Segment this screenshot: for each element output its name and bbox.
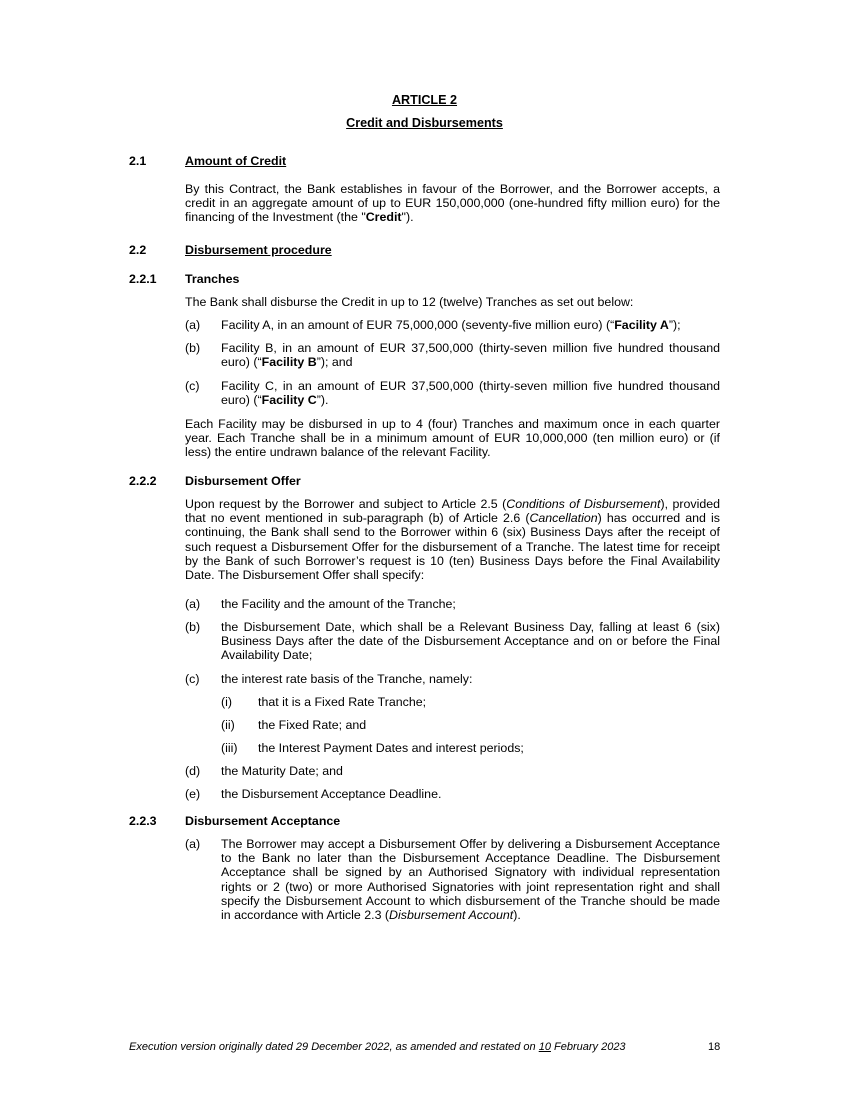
- footer-text: Execution version originally dated 29 December 2022, as amended and restated on 10 February 2023: [129, 1041, 626, 1053]
- list-label: (e): [185, 787, 201, 801]
- sublist-item: the Fixed Rate; and: [258, 718, 367, 732]
- disbursement-acceptance-paragraph: The Borrower may accept a Disbursement Offer by delivering a Disbursement Acceptance to the Bank no later than the Disbursement Acceptance Deadline. The Disbursement Acceptance shall be signed by an Authorised Signatory with individual representation rights or 2 (two) or more Authorised Signatories with joint representation right and shall specify the Disbursement Account to which disbursement of the Tranche should be made in accordance with Article 2.3 (Disbursement Account).: [221, 837, 720, 923]
- list-item: the Facility and the amount of the Tranche;: [221, 597, 456, 611]
- list-label: (a): [185, 318, 201, 332]
- sublist-item: the Interest Payment Dates and interest periods;: [258, 741, 524, 755]
- tranches-intro: The Bank shall disburse the Credit in up to 12 (twelve) Tranches as set out below:: [185, 295, 634, 309]
- sublist-label: (iii): [221, 741, 238, 755]
- section-heading-disbursement-procedure: Disbursement procedure: [185, 243, 332, 257]
- list-label: (d): [185, 764, 201, 778]
- section-number: 2.2: [129, 243, 147, 257]
- section-heading-tranches: Tranches: [185, 272, 240, 286]
- section-number: 2.2.1: [129, 272, 157, 286]
- page-number: 18: [708, 1041, 721, 1053]
- disbursement-offer-paragraph: Upon request by the Borrower and subject to Article 2.5 (Conditions of Disbursement), provided that no event mentioned in sub-paragraph (b) of Article 2.6 (Cancellation) has occurred and is continuing, the Bank shall send to the Borrower within 6 (six) Business Days after the receipt of such request a Disbursement Offer for the disbursement of a Tranche. The latest time for receipt by the Bank of such Borrower’s request is 10 (ten) Business Days before the Final Availability Date. The Disbursement Offer shall specify:: [185, 497, 721, 583]
- list-label: (b): [185, 341, 201, 355]
- section-heading-amount-of-credit: Amount of Credit: [185, 154, 287, 168]
- list-item-facility-c: Facility C, in an amount of EUR 37,500,000 (thirty-seven million five hundred thousand euro) (“Facility C”).: [221, 379, 720, 408]
- sublist-item: that it is a Fixed Rate Tranche;: [258, 695, 427, 709]
- list-label: (a): [185, 837, 201, 851]
- list-item: the Disbursement Date, which shall be a Relevant Business Day, falling at least 6 (six) Business Days after the date of the Disbursement Acceptance and on or before the Final Availability Date;: [221, 620, 720, 663]
- sublist-label: (i): [221, 695, 233, 709]
- article-title: ARTICLE 2: [391, 93, 458, 107]
- list-item-facility-a: Facility A, in an amount of EUR 75,000,000 (seventy-five million euro) (“Facility A”);: [221, 318, 681, 332]
- list-label: (b): [185, 620, 201, 634]
- tranches-closing-paragraph: Each Facility may be disbursed in up to 4 (four) Tranches and maximum once in each quarter year. Each Tranche shall be in a minimum amount of EUR 10,000,000 (ten million euro) or (if less) the entire undrawn balance of the relevant Facility.: [185, 417, 720, 460]
- section-number: 2.1: [129, 154, 147, 168]
- list-item: the Disbursement Acceptance Deadline.: [221, 787, 442, 801]
- section-heading-disbursement-offer: Disbursement Offer: [185, 474, 301, 488]
- list-label: (a): [185, 597, 201, 611]
- list-item-facility-b: Facility B, in an amount of EUR 37,500,000 (thirty-seven million five hundred thousand euro) (“Facility B”); and: [221, 341, 720, 370]
- list-item: the Maturity Date; and: [221, 764, 343, 778]
- list-item: the interest rate basis of the Tranche, namely:: [221, 672, 473, 686]
- section-heading-disbursement-acceptance: Disbursement Acceptance: [185, 814, 341, 828]
- sublist-label: (ii): [221, 718, 235, 732]
- amount-of-credit-paragraph: By this Contract, the Bank establishes in favour of the Borrower, and the Borrower accepts, a credit in an aggregate amount of up to EUR 150,000,000 (one-hundred fifty million euro) for the financing of the Investment (the "Credit").: [185, 182, 720, 225]
- list-label: (c): [185, 672, 200, 686]
- article-subtitle: Credit and Disbursements: [346, 116, 503, 130]
- list-label: (c): [185, 379, 200, 393]
- section-number: 2.2.2: [129, 474, 157, 488]
- section-number: 2.2.3: [129, 814, 157, 828]
